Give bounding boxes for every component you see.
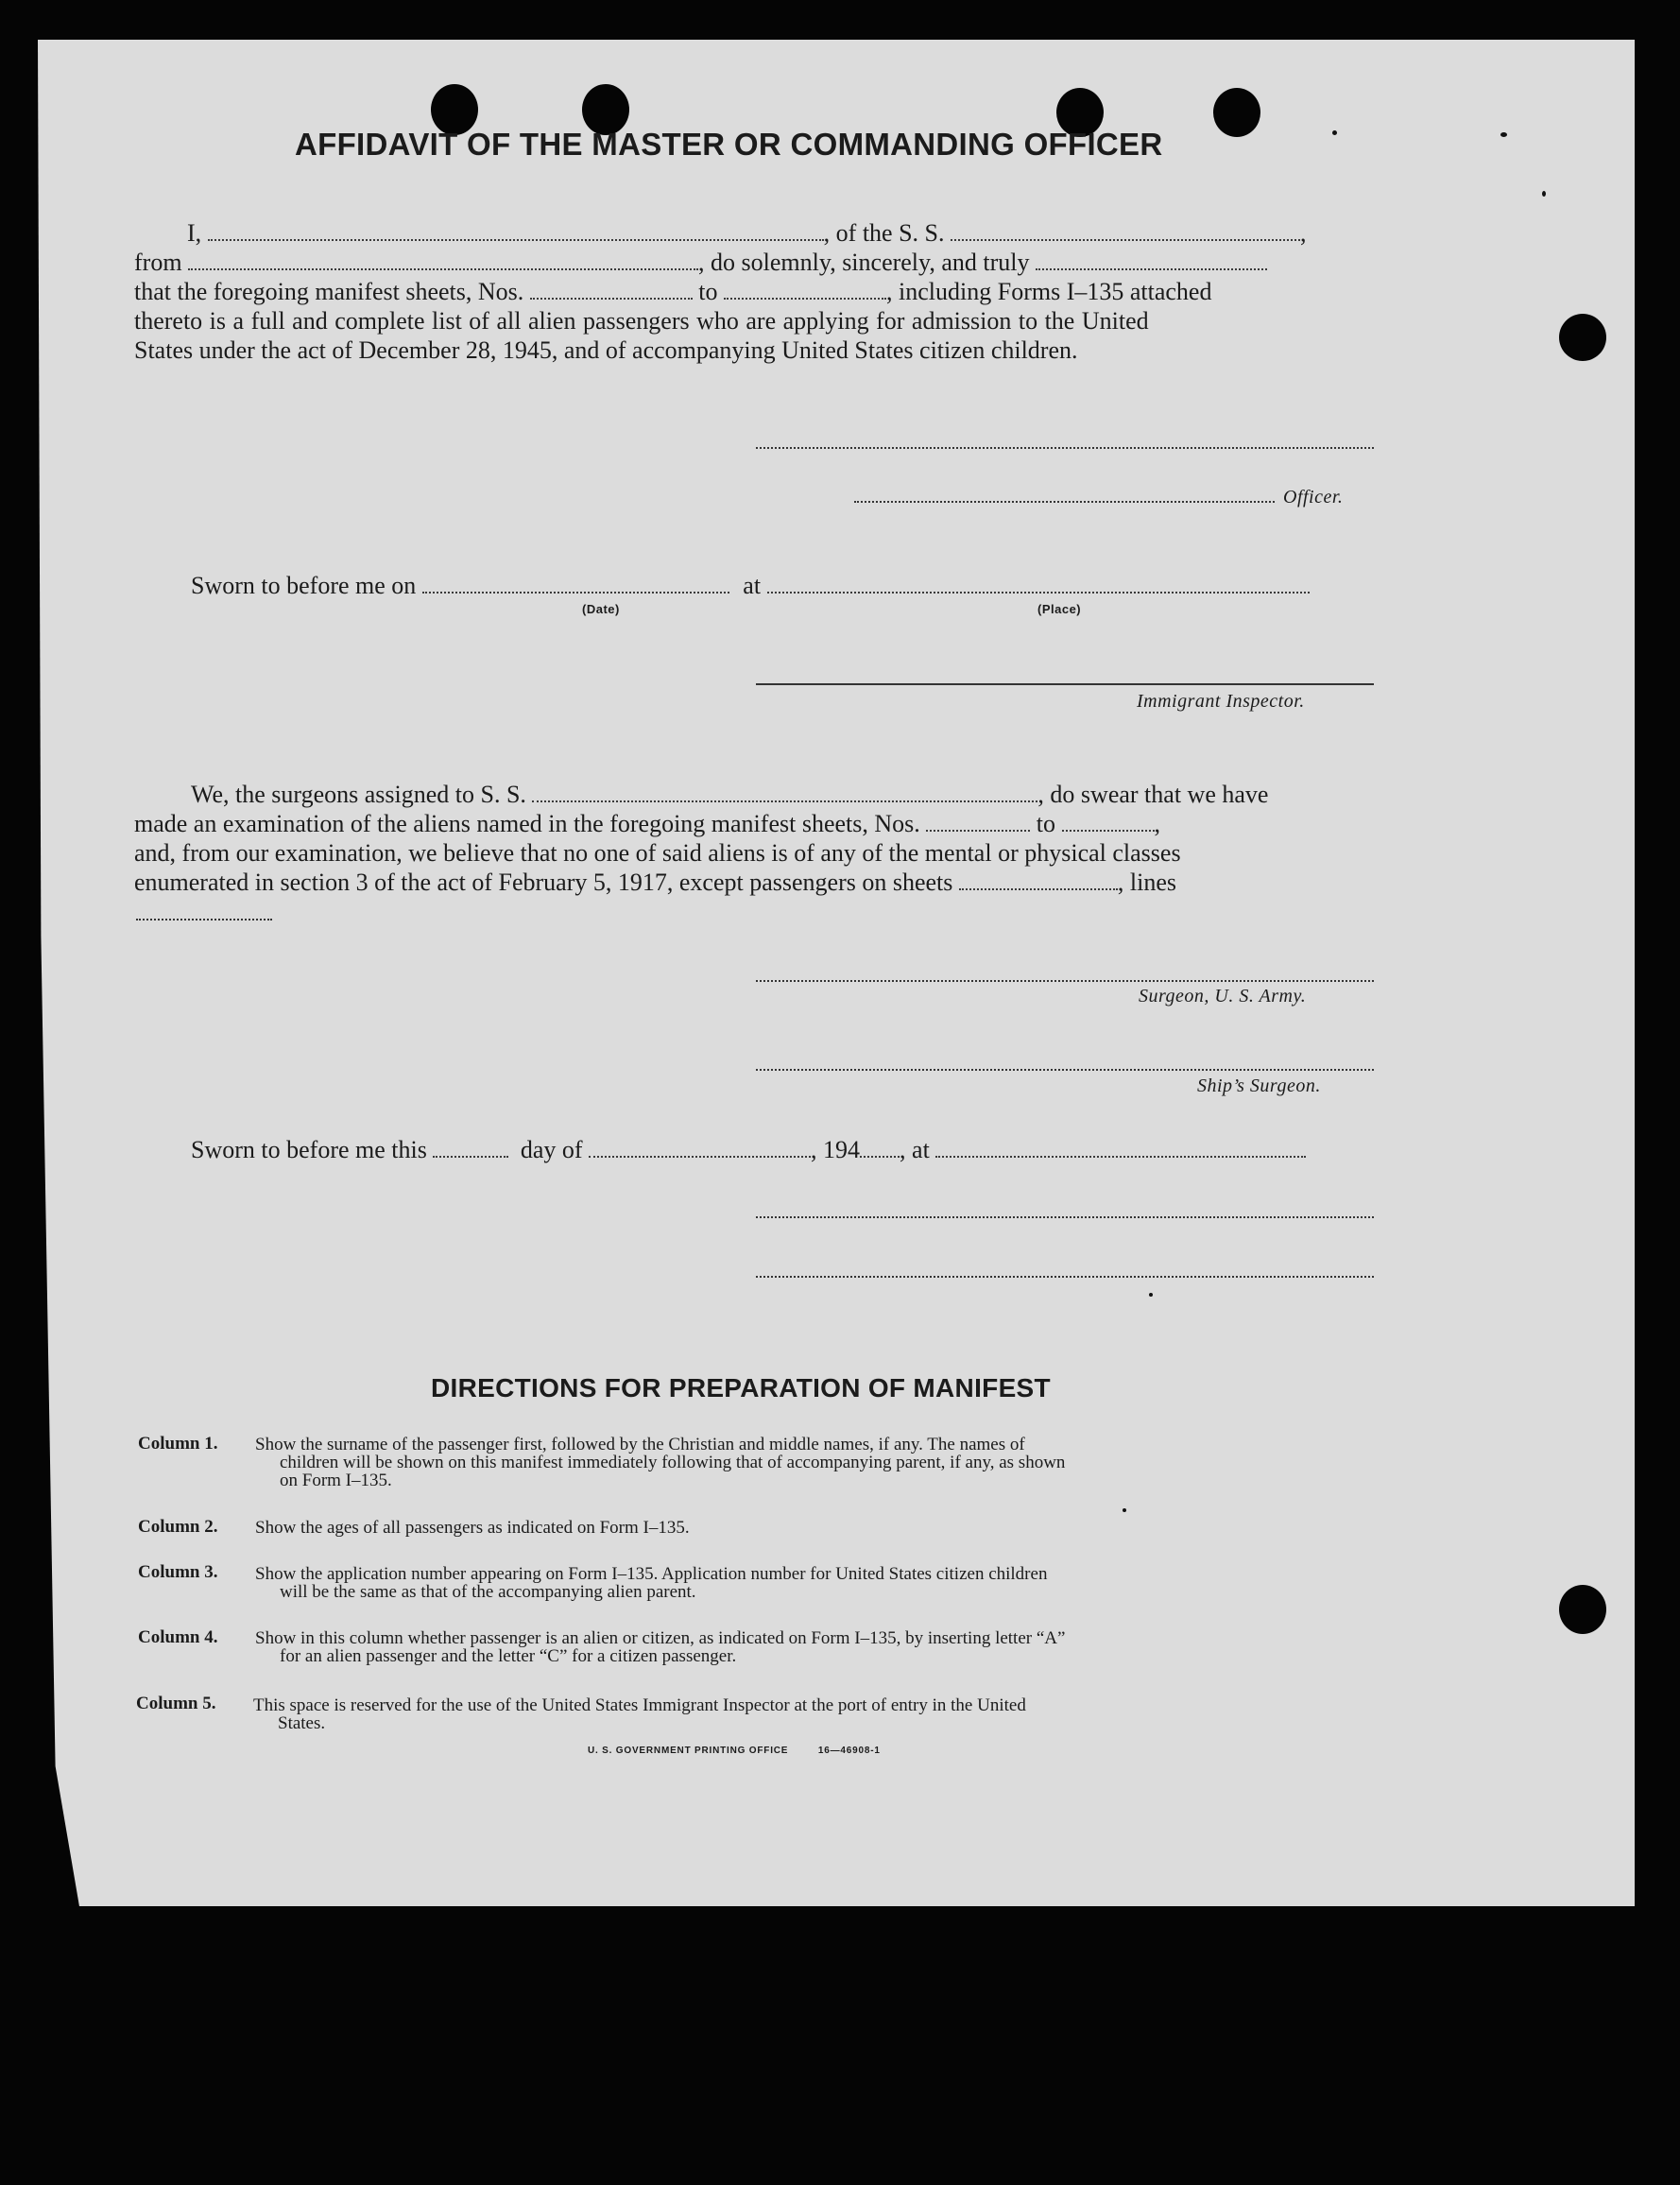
signature-line[interactable]	[756, 1216, 1374, 1218]
text: , including Forms I–135 attached	[886, 278, 1212, 305]
master-name-field[interactable]	[208, 220, 824, 241]
excepted-lines-field[interactable]	[136, 919, 272, 920]
affidavit-title: AFFIDAVIT OF THE MASTER OR COMMANDING OFFICER	[295, 127, 1163, 162]
speck	[1149, 1293, 1153, 1297]
text: , at	[900, 1136, 930, 1163]
army-surgeon-signature-line[interactable]	[756, 980, 1374, 982]
sworn-date-field[interactable]	[422, 573, 729, 594]
text: , of the S. S.	[823, 219, 945, 247]
text: This space is reserved for the use of the United States Immigrant Inspector at the port of entry in the United	[253, 1695, 1026, 1715]
text: Sworn to before me this	[191, 1136, 427, 1163]
text: , do solemnly, sincerely, and truly	[698, 249, 1030, 276]
ship-surgeon-caption: Ship’s Surgeon.	[1197, 1075, 1321, 1096]
affidavit-line-5: States under the act of December 28, 1945, and of accompanying United States citizen children.	[134, 336, 1078, 364]
text: Show the surname of the passenger first, followed by the Christian and middle names, if any. The names of	[255, 1435, 1025, 1454]
text: , lines	[1117, 869, 1177, 896]
affidavit-line-1	[187, 219, 1307, 248]
text: We, the surgeons assigned to S. S.	[191, 781, 526, 808]
signature-line[interactable]	[756, 1276, 1374, 1278]
excepted-sheets-field[interactable]	[959, 869, 1118, 890]
text: , 194	[811, 1136, 861, 1163]
text: on Form I–135.	[280, 1471, 392, 1490]
sworn-this-day-line	[191, 1136, 1306, 1164]
sworn-place-field[interactable]	[767, 573, 1310, 594]
speck	[1123, 1508, 1126, 1512]
text: day of	[520, 1136, 583, 1163]
text: at	[743, 572, 762, 599]
oath-field[interactable]	[1036, 249, 1267, 270]
punch-hole	[1213, 88, 1260, 137]
sworn-line	[191, 572, 1310, 600]
column-5-label: Column 5.	[136, 1694, 216, 1713]
surgeons-line-4	[134, 869, 1176, 897]
text: Show the application number appearing on Form I–135. Application number for United States citizen children	[255, 1564, 1048, 1584]
sheet-from-field[interactable]	[530, 279, 693, 300]
speck	[1500, 132, 1507, 137]
inspector-signature-line[interactable]	[756, 683, 1374, 685]
inspector-caption: Immigrant Inspector.	[1137, 691, 1305, 712]
text: States.	[278, 1713, 326, 1733]
officer-caption: Officer.	[1283, 487, 1344, 508]
sworn2-place-field[interactable]	[935, 1137, 1306, 1158]
text: from	[134, 249, 182, 276]
ship-surgeon-signature-line[interactable]	[756, 1069, 1374, 1071]
month-field[interactable]	[589, 1137, 811, 1158]
surgeons-line-2	[134, 810, 1160, 838]
officer-signature-line[interactable]	[854, 501, 1275, 503]
column-1-label: Column 1.	[138, 1434, 218, 1454]
affidavit-line-4: thereto is a full and complete list of all alien passengers who are applying for admission to the United	[134, 307, 1149, 335]
text: to	[1036, 810, 1055, 837]
punch-hole	[1559, 1585, 1606, 1634]
text: for an alien passenger and the letter “C” for a citizen passenger.	[280, 1646, 737, 1666]
speck	[1332, 130, 1337, 135]
column-5-text	[253, 1696, 1026, 1732]
surgeons-line-1	[191, 781, 1268, 809]
printer-imprint	[588, 1746, 881, 1756]
affidavit-line-3	[134, 278, 1211, 306]
punch-hole	[1559, 314, 1606, 361]
sheet-to-field[interactable]	[724, 279, 886, 300]
form-code: 16—46908-1	[817, 1746, 881, 1756]
text: children will be shown on this manifest immediately following that of accompanying parent, if any, as shown	[280, 1453, 1066, 1472]
surgeon-sheet-to-field[interactable]	[1062, 811, 1155, 832]
column-1-text	[255, 1436, 1065, 1489]
text: I,	[187, 219, 202, 247]
text: made an examination of the aliens named in the foregoing manifest sheets, Nos.	[134, 810, 920, 837]
printer-office: U. S. GOVERNMENT PRINTING OFFICE	[588, 1746, 789, 1756]
column-3-label: Column 3.	[138, 1562, 218, 1582]
column-2-label: Column 2.	[138, 1517, 218, 1537]
place-caption: (Place)	[1037, 602, 1082, 616]
signature-line[interactable]	[756, 447, 1374, 449]
ship-name-field[interactable]	[951, 220, 1300, 241]
surgeons-line-3: and, from our examination, we believe that no one of said aliens is of any of the mental or physical classes	[134, 839, 1181, 867]
text: Show in this column whether passenger is an alien or citizen, as indicated on Form I–135, by inserting letter “A”	[255, 1628, 1066, 1648]
text: that the foregoing manifest sheets, Nos.	[134, 278, 524, 305]
speck	[1542, 191, 1546, 197]
text: Show the ages of all passengers as indicated on Form I–135.	[255, 1518, 690, 1538]
surgeon-sheet-from-field[interactable]	[926, 811, 1030, 832]
text: will be the same as that of the accompanying alien parent.	[280, 1582, 696, 1602]
text: to	[698, 278, 718, 305]
directions-title: DIRECTIONS FOR PREPARATION OF MANIFEST	[431, 1373, 1051, 1402]
date-caption: (Date)	[582, 602, 620, 616]
column-3-text	[255, 1565, 1047, 1601]
day-field[interactable]	[433, 1137, 508, 1158]
text: enumerated in section 3 of the act of February 5, 1917, except passengers on sheets	[134, 869, 953, 896]
surgeon-ship-field[interactable]	[532, 782, 1037, 802]
year-field[interactable]	[860, 1137, 900, 1158]
port-from-field[interactable]	[188, 249, 698, 270]
column-2-text	[255, 1519, 690, 1537]
column-4-text	[255, 1629, 1065, 1665]
text: ,	[1154, 810, 1160, 837]
text: ,	[1300, 219, 1307, 247]
text: Sworn to before me on	[191, 572, 417, 599]
column-4-label: Column 4.	[138, 1627, 218, 1647]
affidavit-line-2	[134, 249, 1267, 277]
text: , do swear that we have	[1037, 781, 1269, 808]
army-surgeon-caption: Surgeon, U. S. Army.	[1139, 986, 1307, 1006]
